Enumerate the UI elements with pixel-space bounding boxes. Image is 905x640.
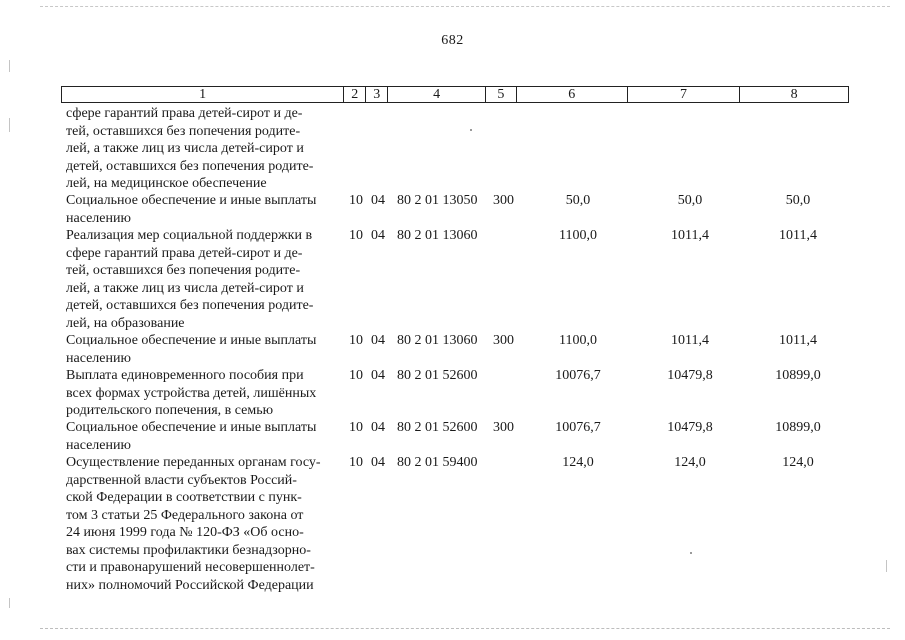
expense-type-code: 300 <box>493 420 514 435</box>
description-line: Осуществление переданных органам госу- <box>66 455 321 470</box>
section-code: 10 <box>349 368 363 383</box>
amount-col-8: 1011,4 <box>779 228 817 243</box>
column-header-4: 4 <box>388 87 486 102</box>
amount-col-7: 50,0 <box>677 193 703 208</box>
subsection-code: 04 <box>371 228 385 243</box>
scan-speck <box>470 129 472 131</box>
amount-col-8: 10899,0 <box>775 368 821 383</box>
description-line: лей, а также лиц из числа детей-сирот и <box>66 280 304 296</box>
target-article-code: 80 2 01 52600 <box>397 420 478 435</box>
amount-col-7: 10479,8 <box>667 368 713 383</box>
description-line: тей, оставшихся без попечения родите- <box>66 263 301 278</box>
column-header-3: 3 <box>366 87 388 102</box>
scan-edge-bottom <box>40 628 890 629</box>
table-row-description <box>66 227 344 332</box>
description-line: населению <box>66 437 131 453</box>
expense-type-code: 300 <box>493 333 514 348</box>
amount-col-6: 50,0 <box>565 193 591 208</box>
table-header <box>61 86 849 103</box>
scan-margin-mark <box>9 118 10 132</box>
description-line: всех формах устройства детей, лишённых <box>66 385 317 401</box>
scan-edge-top <box>40 6 890 7</box>
column-header-1: 1 <box>62 87 344 102</box>
description-line: вах системы профилактики безнадзорно- <box>66 542 311 558</box>
amount-col-6: 1100,0 <box>559 228 597 243</box>
column-header-6: 6 <box>517 87 628 102</box>
description-line: лей, на образование <box>66 315 185 331</box>
column-header-5: 5 <box>486 87 517 102</box>
column-header-2: 2 <box>344 87 366 102</box>
amount-col-8: 10899,0 <box>775 420 821 435</box>
amount-col-6: 10076,7 <box>555 420 601 435</box>
column-header-7: 7 <box>628 87 741 102</box>
amount-col-7: 10479,8 <box>667 420 713 435</box>
amount-col-8: 50,0 <box>785 193 811 208</box>
table-row-description <box>66 332 344 367</box>
target-article-code: 80 2 01 13060 <box>397 228 478 243</box>
target-article-code: 80 2 01 52600 <box>397 368 478 383</box>
description-line: Социальное обеспечение и иные выплаты <box>66 193 317 208</box>
amount-col-6: 10076,7 <box>555 368 601 383</box>
subsection-code: 04 <box>371 368 385 383</box>
table-row-description <box>66 419 344 454</box>
section-code: 10 <box>349 228 363 243</box>
target-article-code: 80 2 01 13050 <box>397 193 478 208</box>
subsection-code: 04 <box>371 455 385 470</box>
scan-margin-mark <box>9 598 10 608</box>
section-code: 10 <box>349 455 363 470</box>
description-line: том 3 статьи 25 Федерального закона от <box>66 507 304 523</box>
description-line: детей, оставшихся без попечения родите- <box>66 158 314 174</box>
table-row-description <box>66 192 344 227</box>
table-row-description <box>66 454 344 594</box>
section-code: 10 <box>349 420 363 435</box>
description-line: 24 июня 1999 года № 120-ФЗ «Об осно- <box>66 525 304 540</box>
description-line: тей, оставшихся без попечения родите- <box>66 123 301 139</box>
amount-col-7: 1011,4 <box>671 333 709 348</box>
table-row-description <box>66 367 344 420</box>
scan-margin-mark <box>9 60 10 72</box>
description-line: детей, оставшихся без попечения родите- <box>66 298 314 313</box>
scan-speck <box>690 552 692 554</box>
description-line: лей, на медицинское обеспечение <box>66 176 267 191</box>
subsection-code: 04 <box>371 193 385 208</box>
description-line: Социальное обеспечение и иные выплаты <box>66 333 317 348</box>
target-article-code: 80 2 01 59400 <box>397 455 478 470</box>
amount-col-7: 124,0 <box>674 455 706 470</box>
description-line: родительского попечения, в семью <box>66 403 274 418</box>
amount-col-6: 1100,0 <box>559 333 597 348</box>
description-line: сти и правонарушений несовершеннолет- <box>66 560 315 575</box>
target-article-code: 80 2 01 13060 <box>397 333 478 348</box>
expense-type-code: 300 <box>493 193 514 208</box>
amount-col-8: 124,0 <box>782 455 814 470</box>
subsection-code: 04 <box>371 333 385 348</box>
description-line: них» полномочий Российской Федерации <box>66 577 314 593</box>
section-code: 10 <box>349 333 363 348</box>
description-line: сфере гарантий права детей-сирот и де- <box>66 245 303 261</box>
description-line: дарственной власти субъектов Россий- <box>66 472 297 488</box>
description-line: ской Федерации в соответствии с пунк- <box>66 490 302 505</box>
amount-col-6: 124,0 <box>562 455 594 470</box>
description-line: лей, а также лиц из числа детей-сирот и <box>66 141 304 156</box>
section-code: 10 <box>349 193 363 208</box>
subsection-code: 04 <box>371 420 385 435</box>
description-line: сфере гарантий права детей-сирот и де- <box>66 106 303 121</box>
description-line: населению <box>66 210 131 226</box>
page-number: 682 <box>441 33 464 48</box>
description-line: Выплата единовременного пособия при <box>66 368 304 383</box>
table-row-description <box>66 105 344 193</box>
description-line: населению <box>66 350 131 366</box>
amount-col-8: 1011,4 <box>779 333 817 348</box>
amount-col-7: 1011,4 <box>671 228 709 243</box>
description-line: Реализация мер социальной поддержки в <box>66 228 313 243</box>
description-line: Социальное обеспечение и иные выплаты <box>66 420 317 435</box>
scan-margin-mark <box>886 560 887 572</box>
column-header-8: 8 <box>790 87 798 102</box>
